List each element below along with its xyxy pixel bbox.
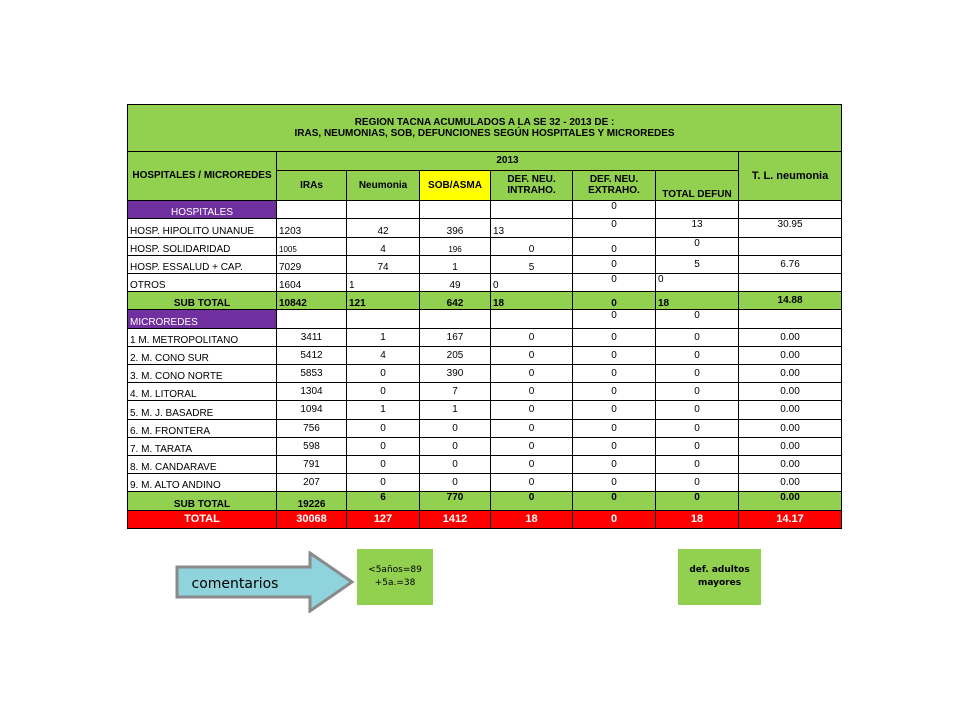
cell-tl: 0.00: [739, 328, 842, 346]
subtotal-tl: 14.88: [739, 292, 842, 310]
note-box-age: [357, 549, 433, 605]
subtotal-intraho: 0: [491, 492, 573, 510]
cell-tl: 30.95: [739, 219, 842, 237]
table-row: [128, 419, 842, 437]
note-box-age-line2: +5a.=38: [374, 578, 416, 588]
comentarios-label: comentarios: [191, 576, 279, 592]
cell-sob: 196: [420, 237, 491, 255]
cell-tl: 0.00: [739, 383, 842, 401]
cell-total-defun: 5: [656, 255, 739, 273]
cell-extraho: 0: [573, 219, 656, 237]
table-row: [128, 455, 842, 473]
cell-iras: 1203: [277, 219, 347, 237]
cell-extraho: 0: [573, 364, 656, 382]
comentarios-arrow[interactable]: [175, 551, 355, 613]
cell-iras: 1094: [277, 401, 347, 419]
cell-iras: 3411: [277, 328, 347, 346]
cell-iras: 5412: [277, 346, 347, 364]
cell-neumonia: 1: [347, 328, 420, 346]
table-row: [128, 237, 842, 255]
cell-extraho: 0: [573, 419, 656, 437]
row-name: 8. M. CANDARAVE: [128, 455, 277, 473]
row-name: HOSP. ESSALUD + CAP.: [128, 255, 277, 273]
cell-extraho: 0: [573, 273, 656, 291]
cell-sob: 1: [420, 401, 491, 419]
cell-extraho: 0: [573, 383, 656, 401]
title-line-2: IRAS, NEUMONIAS, SOB, DEFUNCIONES SEGÚN HOSPITALES Y MICROREDES: [294, 127, 675, 139]
table-row: [128, 346, 842, 364]
cell-tl: [739, 237, 842, 255]
cell-iras: 598: [277, 437, 347, 455]
cell-intraho: 0: [491, 237, 573, 255]
micro-subtotal-row: [128, 492, 842, 510]
header-def-neu-extraho: DEF. NEU. EXTRAHO.: [573, 170, 656, 200]
row-name: 1 M. METROPOLITANO: [128, 328, 277, 346]
cell-tl: 6.76: [739, 255, 842, 273]
cell-total-defun: 0: [656, 346, 739, 364]
cell-intraho: 5: [491, 255, 573, 273]
cell-sob: 1: [420, 255, 491, 273]
data-table: [127, 104, 842, 529]
cell-neumonia: 74: [347, 255, 420, 273]
cell-extraho: 0: [573, 346, 656, 364]
cell-total-defun: 0: [656, 273, 739, 291]
cell-sob: 0: [420, 455, 491, 473]
cell-extraho: 0: [573, 455, 656, 473]
subtotal-extraho: 0: [573, 292, 656, 310]
header-def-neu-intraho: DEF. NEU. INTRAHO.: [491, 170, 573, 200]
section-hospitales-label: HOSPITALES: [128, 201, 277, 219]
table-row: [128, 437, 842, 455]
cell-iras: 791: [277, 455, 347, 473]
row-name: 9. M. ALTO ANDINO: [128, 474, 277, 492]
row-name: OTROS: [128, 273, 277, 291]
table-row: [128, 383, 842, 401]
total-tl: 14.17: [739, 510, 842, 528]
cell-neumonia: 0: [347, 437, 420, 455]
cell-total-defun: 0: [656, 383, 739, 401]
cell-intraho: 0: [491, 437, 573, 455]
cell-intraho: 0: [491, 401, 573, 419]
cell-tl: 0.00: [739, 419, 842, 437]
title-line-1: REGION TACNA ACUMULADOS A LA SE 32 - 2013 DE :: [354, 116, 615, 128]
cell-sob: 0: [420, 474, 491, 492]
cell-total-defun: 0: [656, 328, 739, 346]
section-microredes-row: [128, 310, 842, 328]
cell-extraho: 0: [573, 237, 656, 255]
row-name: 7. M. TARATA: [128, 437, 277, 455]
cell-intraho: 13: [491, 219, 573, 237]
cell-neumonia: 4: [347, 346, 420, 364]
note-box-adults: [678, 549, 761, 605]
table-row: [128, 364, 842, 382]
subtotal-total-defun: 18: [656, 292, 739, 310]
cell-total-defun: 13: [656, 219, 739, 237]
row-name: HOSP. SOLIDARIDAD: [128, 237, 277, 255]
cell-neumonia: 42: [347, 219, 420, 237]
cell-total-defun: 0: [656, 455, 739, 473]
cell-intraho: 0: [491, 383, 573, 401]
cell-neumonia: 0: [347, 474, 420, 492]
subtotal-tl: 0.00: [739, 492, 842, 510]
hosp-subtotal-row: [128, 292, 842, 310]
cell-intraho: 0: [491, 419, 573, 437]
total-extraho: 0: [573, 510, 656, 528]
table-row: [128, 219, 842, 237]
table-title: [128, 105, 842, 152]
cell-intraho: 0: [491, 346, 573, 364]
total-iras: 30068: [277, 510, 347, 528]
cell-iras: 1604: [277, 273, 347, 291]
total-neumonia: 127: [347, 510, 420, 528]
subtotal-label: SUB TOTAL: [128, 492, 277, 510]
cell-intraho: 0: [491, 273, 573, 291]
subtotal-label: SUB TOTAL: [128, 292, 277, 310]
row-name: 2. M. CONO SUR: [128, 346, 277, 364]
subtotal-total-defun: 0: [656, 492, 739, 510]
cell-sob: 7: [420, 383, 491, 401]
cell-neumonia: 4: [347, 237, 420, 255]
note-box-age-line1: <5años=89: [368, 564, 422, 575]
subtotal-extraho: 0: [573, 492, 656, 510]
cell-extraho: 0: [573, 474, 656, 492]
cell-neumonia: 0: [347, 383, 420, 401]
cell-iras: 7029: [277, 255, 347, 273]
section-hospitales-row: [128, 201, 842, 219]
subtotal-neumonia: 121: [347, 292, 420, 310]
subtotal-iras: 19226: [277, 492, 347, 510]
header-iras: IRAs: [277, 170, 347, 200]
cell-neumonia: 1: [347, 273, 420, 291]
header-sob-asma: SOB/ASMA: [420, 170, 491, 200]
row-name: 5. M. J. BASADRE: [128, 401, 277, 419]
total-row: [128, 510, 842, 528]
cell-neumonia: 0: [347, 364, 420, 382]
note-box-adults-line1: def. adultos: [689, 564, 750, 575]
header-row-1: [128, 151, 842, 170]
header-hospitales-microredes: HOSPITALES / MICROREDES: [128, 151, 277, 201]
cell-total-defun: 0: [656, 437, 739, 455]
cell-extraho: 0: [573, 401, 656, 419]
cell-iras: 1005: [277, 237, 347, 255]
section-microredes-extraho: 0: [573, 310, 656, 328]
cell-tl: [739, 273, 842, 291]
row-name: 6. M. FRONTERA: [128, 419, 277, 437]
subtotal-intraho: 18: [491, 292, 573, 310]
cell-sob: 0: [420, 419, 491, 437]
table-row: [128, 474, 842, 492]
table-row: [128, 328, 842, 346]
cell-extraho: 0: [573, 437, 656, 455]
cell-neumonia: 0: [347, 455, 420, 473]
cell-intraho: 0: [491, 455, 573, 473]
subtotal-sob: 642: [420, 292, 491, 310]
table-row: [128, 273, 842, 291]
row-name: HOSP. HIPOLITO UNANUE: [128, 219, 277, 237]
cell-intraho: 0: [491, 364, 573, 382]
cell-sob: 205: [420, 346, 491, 364]
cell-sob: 390: [420, 364, 491, 382]
row-name: 3. M. CONO NORTE: [128, 364, 277, 382]
cell-sob: 49: [420, 273, 491, 291]
section-hospitales-extraho: 0: [573, 201, 656, 219]
cell-tl: 0.00: [739, 455, 842, 473]
cell-intraho: 0: [491, 328, 573, 346]
cell-tl: 0.00: [739, 364, 842, 382]
cell-neumonia: 1: [347, 401, 420, 419]
cell-tl: 0.00: [739, 437, 842, 455]
cell-extraho: 0: [573, 255, 656, 273]
cell-total-defun: 0: [656, 237, 739, 255]
header-total-defun: TOTAL DEFUN: [656, 170, 739, 200]
cell-extraho: 0: [573, 328, 656, 346]
cell-tl: 0.00: [739, 474, 842, 492]
header-tl-neumonia: T. L. neumonia: [739, 151, 842, 201]
total-intraho: 18: [491, 510, 573, 528]
header-year: 2013: [277, 151, 739, 170]
table-row: [128, 401, 842, 419]
cell-iras: 207: [277, 474, 347, 492]
cell-total-defun: 0: [656, 401, 739, 419]
cell-total-defun: 0: [656, 364, 739, 382]
cell-tl: 0.00: [739, 346, 842, 364]
subtotal-neumonia: 6: [347, 492, 420, 510]
cell-iras: 1304: [277, 383, 347, 401]
total-label: TOTAL: [128, 510, 277, 528]
subtotal-sob: 770: [420, 492, 491, 510]
section-microredes-total: 0: [656, 310, 739, 328]
note-box-adults-line2: mayores: [697, 578, 742, 588]
cell-iras: 5853: [277, 364, 347, 382]
header-neumonia: Neumonia: [347, 170, 420, 200]
cell-iras: 756: [277, 419, 347, 437]
table-row: [128, 255, 842, 273]
row-name: 4. M. LITORAL: [128, 383, 277, 401]
section-microredes-label: MICROREDES: [128, 310, 277, 328]
subtotal-iras: 10842: [277, 292, 347, 310]
cell-sob: 167: [420, 328, 491, 346]
cell-total-defun: 0: [656, 419, 739, 437]
cell-sob: 0: [420, 437, 491, 455]
total-sob: 1412: [420, 510, 491, 528]
cell-intraho: 0: [491, 474, 573, 492]
cell-sob: 396: [420, 219, 491, 237]
cell-neumonia: 0: [347, 419, 420, 437]
total-total-defun: 18: [656, 510, 739, 528]
cell-tl: 0.00: [739, 401, 842, 419]
cell-total-defun: 0: [656, 474, 739, 492]
title-row: [128, 105, 842, 152]
